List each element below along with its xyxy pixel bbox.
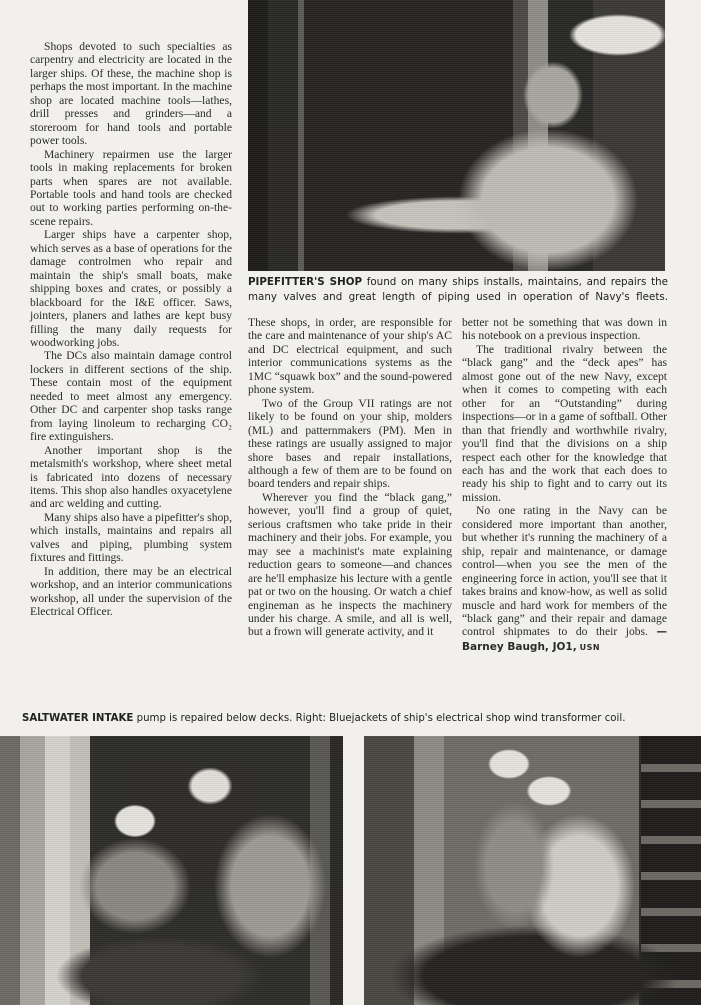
photo-pipefitter-shop: [248, 0, 665, 271]
author-service: USN: [579, 642, 601, 652]
paragraph: better not be something that was down in his notebook on a previous inspection.: [462, 316, 667, 343]
caption-text: found on many ships installs, maintains, and repairs the many valves and great length of piping used in operation of Navy's fleets.: [248, 276, 668, 303]
caption-text: pump is repaired below decks. Right: Bluejackets of ship's electrical shop wind transformer coil.: [133, 713, 626, 724]
paragraph: Larger ships have a carpenter shop, which serves as a base of operations for the damage controlmen who repair and maintain the ship's small boats, make shipping boxes and crates, or possibly a blackboard for the I&E officer. Saws, jointers, planers and lathes are kept busy filling the many daily requests for woodworking jobs.: [30, 228, 232, 349]
paragraph: [462, 504, 667, 654]
caption-pipefitter-shop: [248, 275, 668, 305]
paragraph: Shops devoted to such specialties as carpentry and electricity are located in the larger ships. Of these, the machine shop is perhaps the most important. In the machine shop are located machine tools—lathes, drill presses and grinders—and a storeroom for hand tools and portable power tools.: [30, 40, 232, 148]
paragraph: These shops, in order, are responsible for the care and maintenance of your ship's AC and DC electrical equipment, and such interior communications systems as the 1MC “squawk box” and the sound-powered phone system.: [248, 316, 452, 397]
caption-lead: PIPEFITTER'S SHOP: [248, 276, 363, 288]
caption-lead: SALTWATER INTAKE: [22, 713, 134, 724]
paragraph-text: No one rating in the Navy can be considered more important than another, but whether it's running the machinery of a ship, repair and maintenance, or damage control—when you see the men of the engineering force in action, you'll see that it takes brains and know-how, as well as solid muscle and hard work for members of the “black gang” and their repair and damage control shipmates to do their jobs.: [462, 504, 667, 639]
author-byline: —Barney Baugh, JO1,: [462, 626, 667, 653]
paragraph: Two of the Group VII ratings are not likely to be found on your ship, molders (ML) and patternmakers (PM). Men in these ratings are usually assigned to major shore bases and repair installations, although a few of them are to be found on board tenders and repair ships.: [248, 396, 452, 491]
paragraph: Wherever you find the “black gang,” however, you'll find a group of quiet, serious craftsmen who take pride in their machinery and their jobs. For example, you may see a machinist's mate explaining reduction gears to someone—and chances are he'll emphasize his lecture with a gentle pat or two on the housing. Or watch a chief engineman as he inspects the machinery under his charge. A smile, and all is well, but a frown will generate activity, and it: [248, 490, 452, 639]
paragraph: The traditional rivalry between the “black gang” and the “deck apes” has almost gone out of the new Navy, except when it comes to competing with each other for an “Outstanding” during inspections—or in a game of softball. Other than that friendly and worthwhile rivalry, you'll find that the divisions on a ship respect each other for the knowledge that each has and the work that each does to ready his ship to fight and to carry out its mission.: [462, 342, 667, 504]
photo-saltwater-intake: [0, 736, 343, 1005]
caption-saltwater-intake: [22, 712, 692, 726]
paragraph: Machinery repairmen use the larger tools in making replacements for broken parts when spares are not available. Portable tools and hand tools are checked out to working parties performing on-the-scene repairs.: [30, 147, 232, 228]
article-column-middle: [248, 316, 452, 639]
article-column-right: [462, 316, 667, 654]
paragraph: In addition, there may be an electrical workshop, and an interior communications workshop, all under the supervision of the Electrical Officer.: [30, 564, 232, 619]
photo-electrical-shop: [364, 736, 701, 1005]
paragraph: The DCs also maintain damage control lockers in different sections of the ship. These contain most of the equipment needed to meet almost any emergency. Other DC and carpenter shop tasks range from laying linoleum to recharging CO₂ fire extinguishers.: [30, 349, 232, 444]
paragraph: Another important shop is the metalsmith's workshop, where sheet metal is fabricated into dozens of necessary items. This shop also handles oxyacetylene and arc welding and cutting.: [30, 443, 232, 511]
article-column-left: [30, 40, 232, 618]
paragraph: Many ships also have a pipefitter's shop, which installs, maintains and repairs all valves and piping, plumbing system fixtures and fittings.: [30, 510, 232, 565]
